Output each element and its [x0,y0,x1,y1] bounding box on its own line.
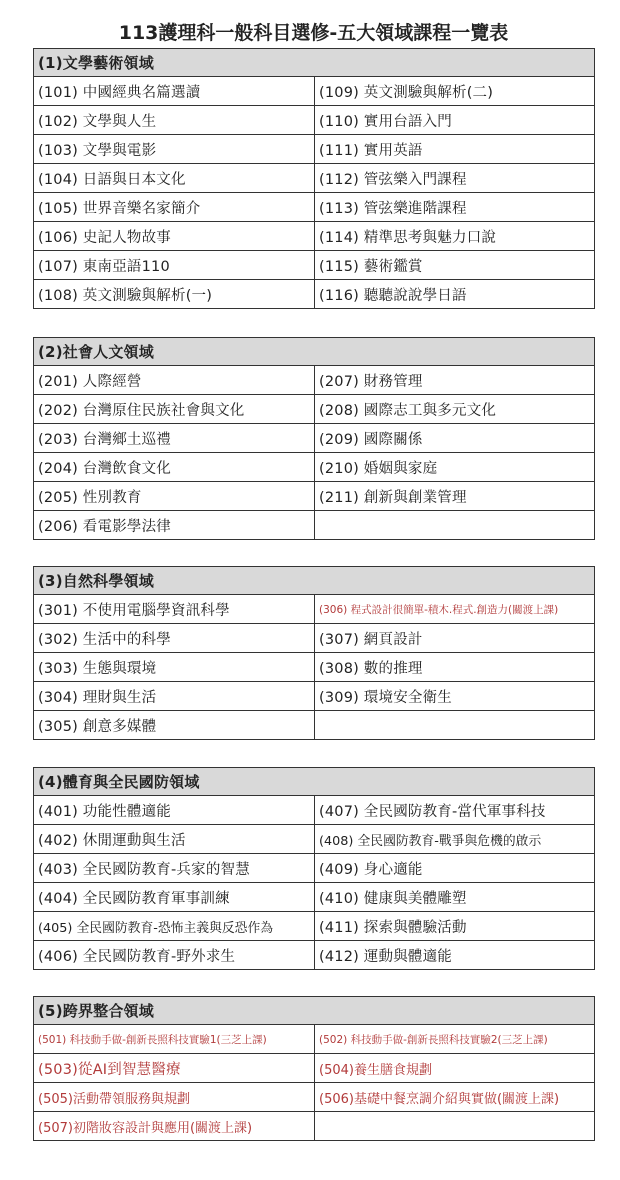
course-cell: (211) 創新與創業管理 [315,482,595,511]
course-cell: (116) 聽聽說說學日語 [315,280,595,309]
course-cell: (308) 數的推理 [315,653,595,682]
course-cell: (201) 人際經營 [34,366,315,395]
course-cell: (302) 生活中的科學 [34,624,315,653]
course-cell: (210) 婚姻與家庭 [315,453,595,482]
page-title: 113護理科一般科目選修-五大領域課程一覽表 [118,22,509,44]
course-cell: (406) 全民國防教育-野外求生 [34,941,315,970]
course-cell [315,1112,595,1141]
course-cell: (105) 世界音樂名家簡介 [34,193,315,222]
course-cell: (502) 科技動手做-創新長照科技實驗2(三芝上課) [315,1025,595,1054]
course-cell: (303) 生態與環境 [34,653,315,682]
course-cell: (103) 文學與電影 [34,135,315,164]
course-cell: (205) 性別教育 [34,482,315,511]
course-cell: (503)從AI到智慧醫療 [34,1054,315,1083]
course-cell: (114) 精準思考與魅力口說 [315,222,595,251]
course-cell: (202) 台灣原住民族社會與文化 [34,395,315,424]
course-cell: (410) 健康與美體雕塑 [315,883,595,912]
course-cell [315,511,595,540]
course-cell: (404) 全民國防教育軍事訓練 [34,883,315,912]
course-cell: (412) 運動與體適能 [315,941,595,970]
section-heading: (4)體育與全民國防領域 [34,768,595,796]
section-cross-disciplinary [33,996,594,1141]
course-cell: (102) 文學與人生 [34,106,315,135]
course-cell: (206) 看電影學法律 [34,511,315,540]
course-table [33,566,595,740]
course-cell: (104) 日語與日本文化 [34,164,315,193]
course-cell: (507)初階妝容設計與應用(關渡上課) [34,1112,315,1141]
course-cell: (207) 財務管理 [315,366,595,395]
course-cell: (111) 實用英語 [315,135,595,164]
course-cell: (304) 理財與生活 [34,682,315,711]
course-table [33,767,595,970]
course-cell: (505)活動帶領服務與規劃 [34,1083,315,1112]
section-literature-arts [33,48,594,309]
course-table [33,996,595,1141]
course-cell: (501) 科技動手做-創新長照科技實驗1(三芝上課) [34,1025,315,1054]
section-heading: (1)文學藝術領域 [34,49,595,77]
section-natural-science [33,566,594,740]
course-cell: (407) 全民國防教育-當代軍事科技 [315,796,595,825]
course-cell: (305) 創意多媒體 [34,711,315,740]
course-cell: (306) 程式設計很簡單-積木.程式.創造力(關渡上課) [315,595,595,624]
course-cell: (301) 不使用電腦學資訊科學 [34,595,315,624]
course-cell [315,711,595,740]
section-sports-defense [33,767,594,970]
course-cell: (203) 台灣鄉土巡禮 [34,424,315,453]
course-cell: (504)養生膳食規劃 [315,1054,595,1083]
course-table [33,337,595,540]
course-cell: (204) 台灣飲食文化 [34,453,315,482]
section-heading: (3)自然科學領域 [34,567,595,595]
course-cell: (110) 實用台語入門 [315,106,595,135]
section-heading: (5)跨界整合領域 [34,997,595,1025]
section-heading: (2)社會人文領域 [34,338,595,366]
course-cell: (401) 功能性體適能 [34,796,315,825]
course-cell: (209) 國際關係 [315,424,595,453]
course-cell: (307) 網頁設計 [315,624,595,653]
course-cell: (403) 全民國防教育-兵家的智慧 [34,854,315,883]
course-cell: (115) 藝術鑑賞 [315,251,595,280]
course-cell: (309) 環境安全衛生 [315,682,595,711]
course-cell: (411) 探索與體驗活動 [315,912,595,941]
course-cell: (109) 英文測驗與解析(二) [315,77,595,106]
course-cell: (208) 國際志工與多元文化 [315,395,595,424]
course-cell: (402) 休閒運動與生活 [34,825,315,854]
course-cell: (113) 管弦樂進階課程 [315,193,595,222]
course-cell: (107) 東南亞語110 [34,251,315,280]
course-cell: (506)基礎中餐烹調介紹與實做(關渡上課) [315,1083,595,1112]
course-cell: (405) 全民國防教育-恐怖主義與反恐作為 [34,912,315,941]
course-cell: (112) 管弦樂入門課程 [315,164,595,193]
course-cell: (106) 史記人物故事 [34,222,315,251]
course-cell: (108) 英文測驗與解析(一) [34,280,315,309]
course-cell: (408) 全民國防教育-戰爭與危機的啟示 [315,825,595,854]
course-cell: (409) 身心適能 [315,854,595,883]
section-social-humanities [33,337,594,540]
course-cell: (101) 中國經典名篇選讀 [34,77,315,106]
course-table [33,48,595,309]
